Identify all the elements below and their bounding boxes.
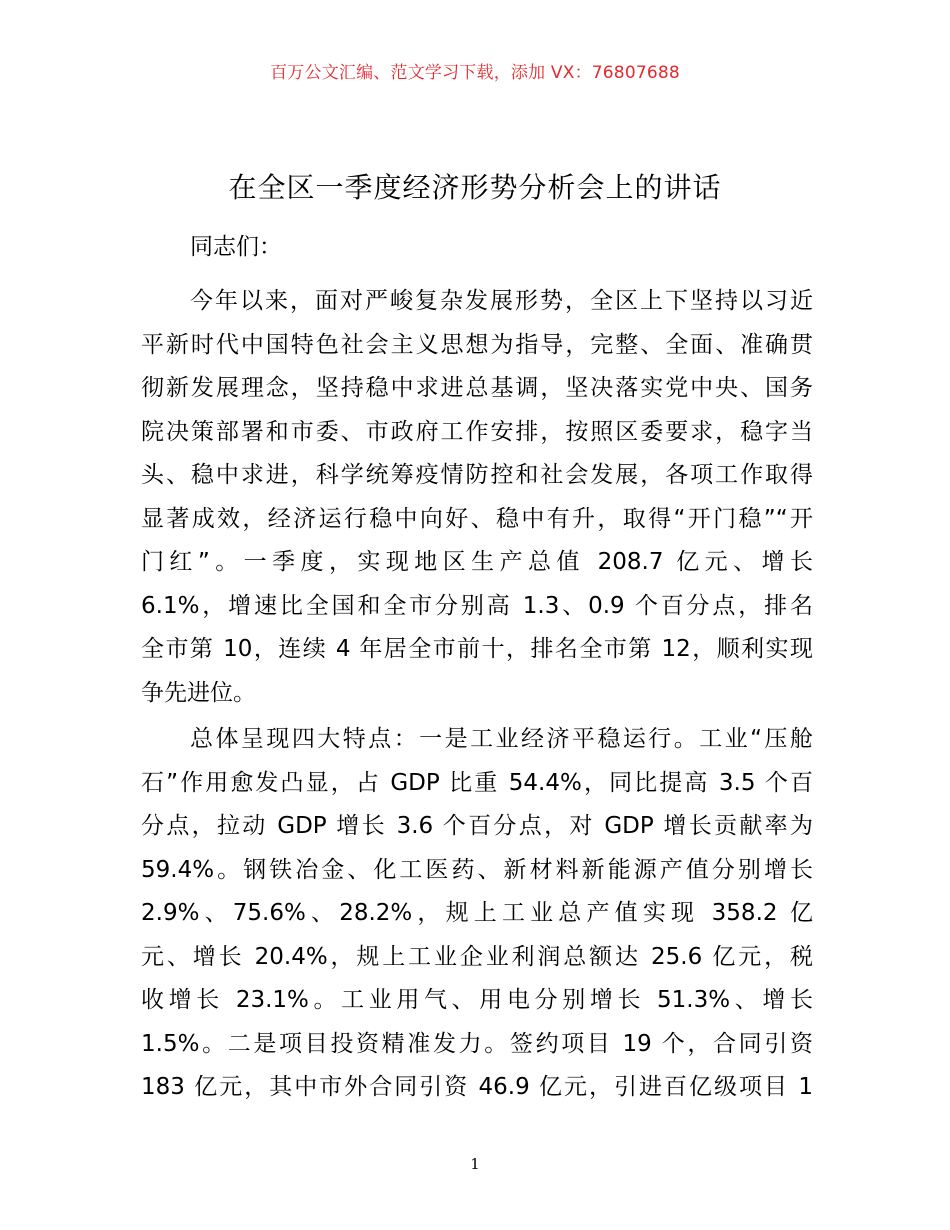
- paragraph-line: 门红”。一季度，实现地区生产总值 208.7 亿元、增长: [141, 549, 813, 575]
- salutation: 同志们：: [190, 234, 282, 260]
- paragraph-line: 1.5%。二是项目投资精准发力。签约项目 19 个，合同引资: [141, 1030, 813, 1057]
- paragraph-line: 59.4%。钢铁冶金、化工医药、新材料新能源产值分别增长: [141, 856, 813, 883]
- paragraph-line: 争先进位。: [141, 679, 256, 706]
- page-number: 1: [470, 1155, 480, 1173]
- paragraph-line: 收增长 23.1%。工业用气、用电分别增长 51.3%、增长: [141, 987, 813, 1013]
- header-banner: 百万公文汇编、范文学习下载，添加 VX：76807688: [270, 63, 680, 83]
- paragraph-line: 显著成效，经济运行稳中向好、稳中有升，取得“开门稳”“开: [141, 505, 813, 532]
- paragraph-line: 院决策部署和市委、市政府工作安排，按照区委要求，稳字当: [141, 418, 813, 445]
- document-title: 在全区一季度经济形势分析会上的讲话: [228, 171, 722, 204]
- paragraph-line: 183 亿元，其中市外合同引资 46.9 亿元，引进百亿级项目 1: [141, 1074, 813, 1100]
- paragraph-line: 6.1%，增速比全国和全市分别高 1.3、0.9 个百分点，排名: [141, 592, 813, 619]
- paragraph-line: 今年以来，面对严峻复杂发展形势，全区上下坚持以习近: [190, 288, 813, 314]
- paragraph-line: 元、增长 20.4%，规上工业企业利润总额达 25.6 亿元，税: [141, 943, 813, 970]
- paragraph-2: [141, 718, 813, 1110]
- paragraph-line: 彻新发展理念，坚持稳中求进总基调，坚决落实党中央、国务: [141, 375, 813, 401]
- paragraph-line: 头、稳中求进，科学统筹疫情防控和社会发展，各项工作取得: [141, 462, 813, 488]
- paragraph-line: 总体呈现四大特点：一是工业经济平稳运行。工业“压舱: [190, 726, 813, 752]
- paragraph-line: 2.9%、75.6%、28.2%，规上工业总产值实现 358.2 亿: [141, 900, 813, 926]
- paragraph-line: 全市第 10，连续 4 年居全市前十，排名全市第 12，顺利实现: [141, 636, 813, 662]
- paragraph-1: [141, 280, 813, 715]
- paragraph-line: 分点，拉动 GDP 增长 3.6 个百分点，对 GDP 增长贡献率为: [141, 813, 813, 839]
- paragraph-line: 平新时代中国特色社会主义思想为指导，完整、全面、准确贯: [141, 331, 813, 358]
- paragraph-line: 石”作用愈发凸显，占 GDP 比重 54.4%，同比提高 3.5 个百: [141, 769, 813, 796]
